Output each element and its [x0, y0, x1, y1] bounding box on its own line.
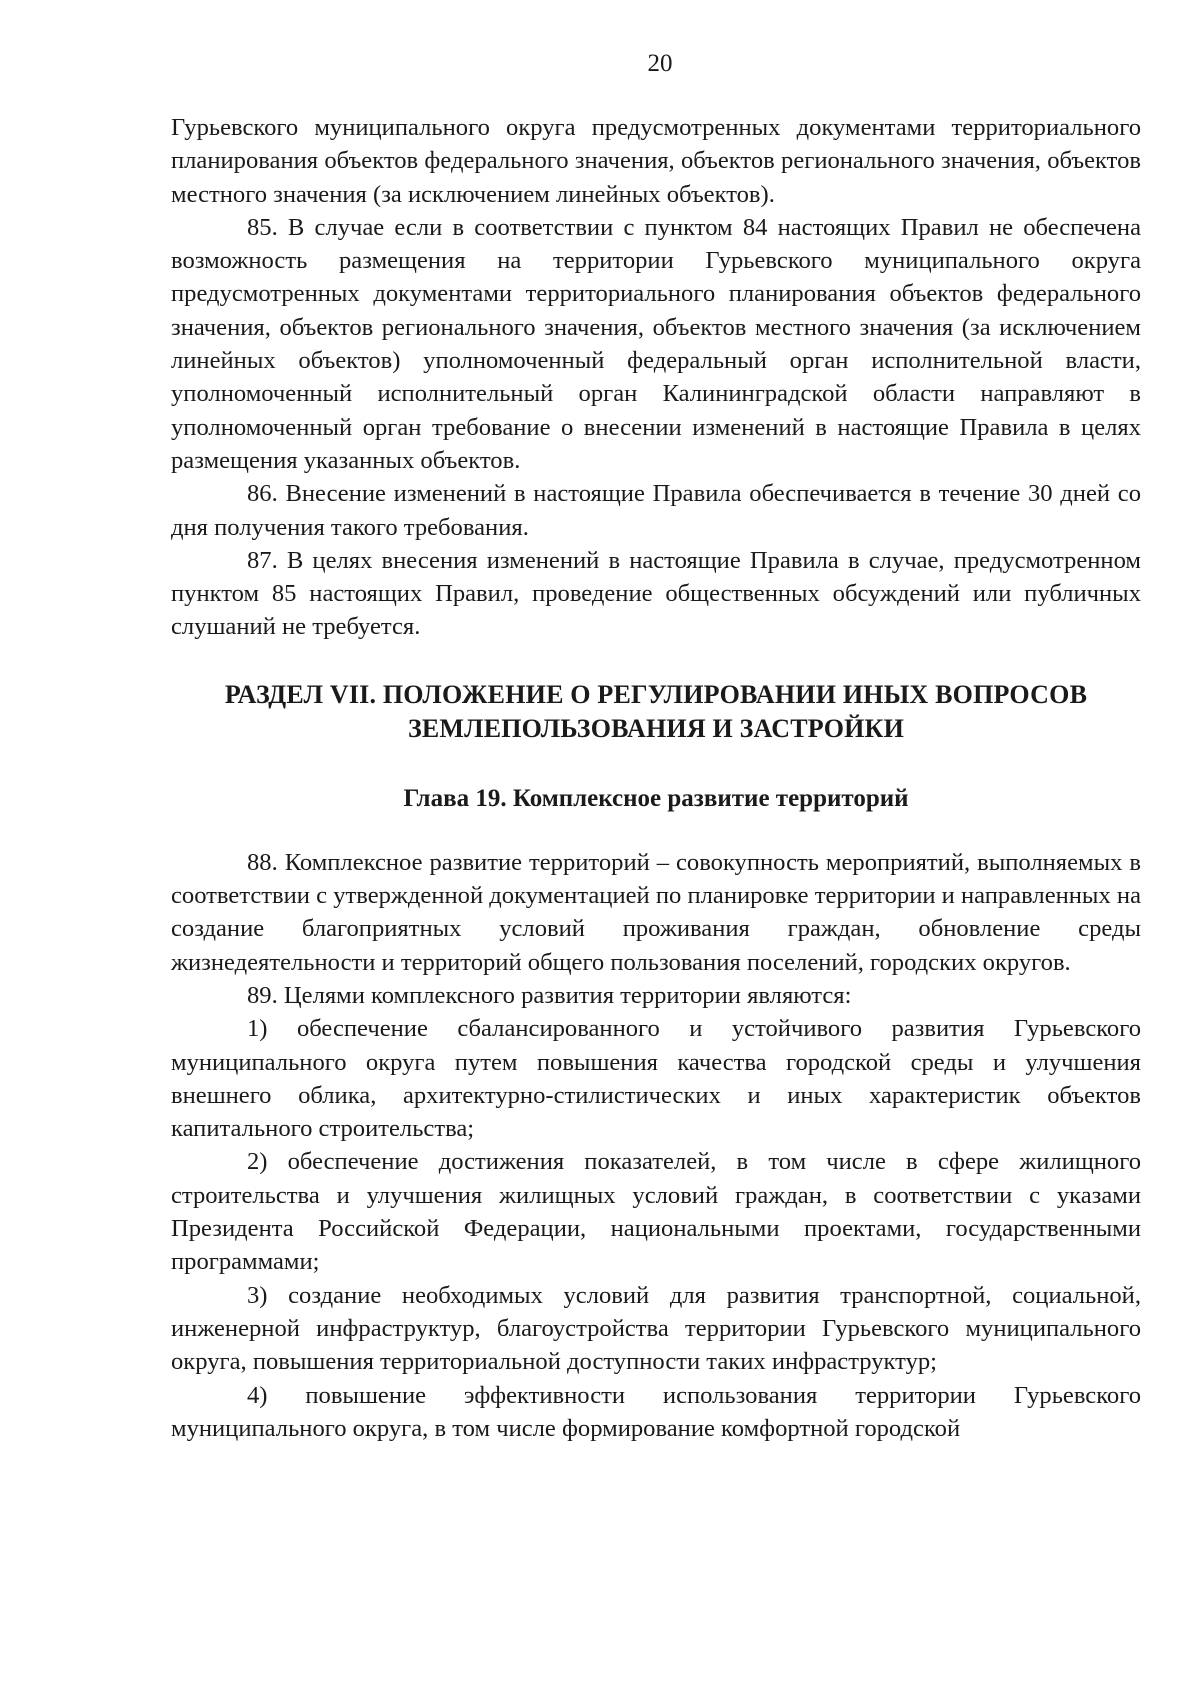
- document-body: [171, 111, 1141, 1445]
- section-title: [171, 678, 1141, 746]
- paragraph-87: 87. В целях внесения изменений в настоящие Правила в случае, предусмотренном пунктом 85 настоящих Правил, проведение общественных обсуждений или публичных слушаний не требуется.: [171, 546, 1141, 641]
- paragraph-86: 86. Внесение изменений в настоящие Правила обеспечивается в течение 30 дней со дня получения такого требования.: [171, 480, 1141, 541]
- section-title-line-1: РАЗДЕЛ VII. ПОЛОЖЕНИЕ О РЕГУЛИРОВАНИИ ИНЫХ ВОПРОСОВ: [224, 679, 1088, 709]
- list-item-1: 1) обеспечение сбалансированного и устойчивого развития Гурьевского муниципального округа путем повышения качества городской среды и улучшения внешнего облика, архитектурно-стилистических и иных характеристик объектов капитального строительства;: [171, 1015, 1141, 1143]
- paragraph-88: 88. Комплексное развитие территорий – совокупность мероприятий, выполняемых в соответствии с утвержденной документацией по планировке территории и направленных на создание благоприятных условий проживания граждан, обновление среды жизнедеятельности и территорий общего пользования поселений, городских округов.: [171, 848, 1141, 976]
- list-item-3: 3) создание необходимых условий для развития транспортной, социальной, инженерной инфраструктур, благоустройства территории Гурьевского муниципального округа, повышения территориальной доступности таких инфраструктур;: [171, 1281, 1141, 1376]
- paragraph-continuation: Гурьевского муниципального округа предусмотренных документами территориального планирования объектов федерального значения, объектов регионального значения, объектов местного значения (за исключением линейных объектов).: [171, 114, 1141, 208]
- paragraph-85: 85. В случае если в соответствии с пунктом 84 настоящих Правил не обеспечена возможность размещения на территории Гурьевского муниципального округа предусмотренных документами территориального планирования объектов федерального значения, объектов регионального значения, объектов местного значения (за исключением линейных объектов) уполномоченный федеральный орган исполнительной власти, уполномоченный исполнительный орган Калининградской области направляют в уполномоченный орган требование о внесении изменений в настоящие Правила в целях размещения указанных объектов.: [171, 213, 1141, 474]
- list-item-4: 4) повышение эффективности использования территории Гурьевского муниципального округа, в том числе формирование комфортной городской: [171, 1381, 1141, 1442]
- section-title-line-2: ЗЕМЛЕПОЛЬЗОВАНИЯ И ЗАСТРОЙКИ: [407, 713, 905, 743]
- spacer: [171, 815, 1141, 846]
- chapter-title: Глава 19. Комплексное развитие территорий: [403, 784, 909, 812]
- page-number: 20: [647, 50, 673, 77]
- paragraph-89: 89. Целями комплексного развития территории являются:: [247, 981, 852, 1009]
- list-item-2: 2) обеспечение достижения показателей, в том числе в сфере жилищного строительства и улучшения жилищных условий граждан, в соответствии с указами Президента Российской Федерации, национальными проектами, государственными программами;: [171, 1148, 1141, 1276]
